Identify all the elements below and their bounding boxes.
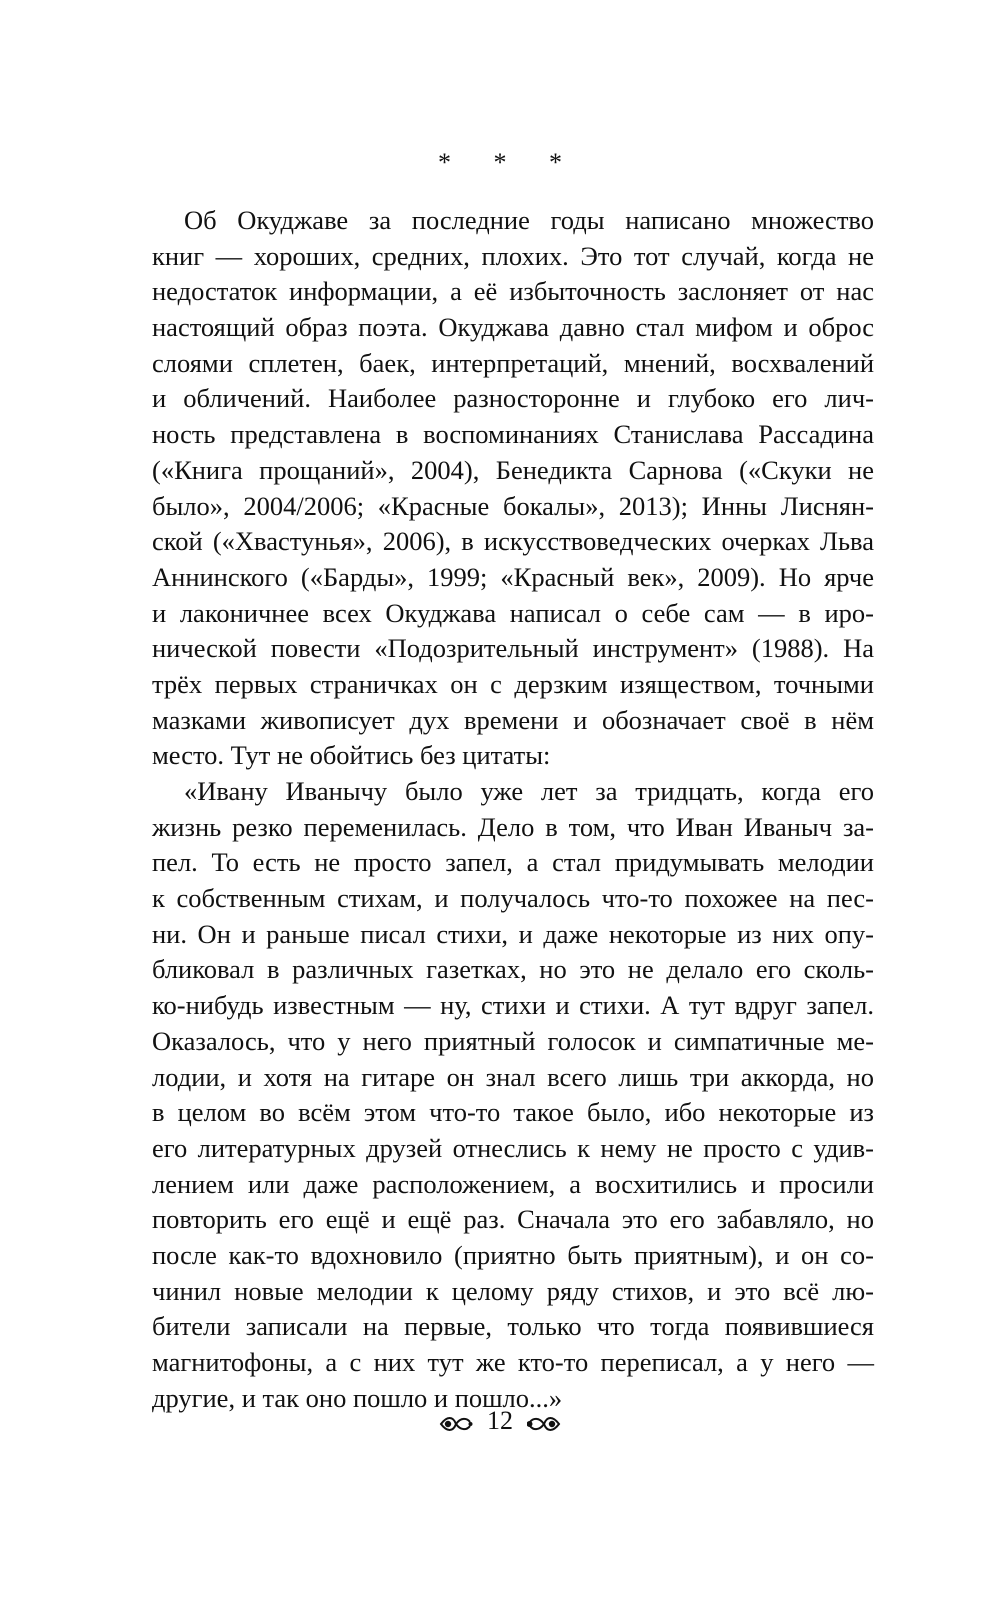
- text-line: к собственным стихам, и получалось что-то похожее на пес-: [152, 883, 874, 914]
- text-line: ность представлена в воспоминаниях Станислава Рассадина: [152, 419, 874, 450]
- text-line: магнитофоны, а с них тут же кто-то переписал, а у него —: [152, 1347, 874, 1377]
- text-line: лением или даже расположением, а восхитились и просили: [152, 1168, 874, 1199]
- text-line: ко-нибудь известным — ну, стихи и стихи. А тут вдруг запел.: [152, 990, 874, 1021]
- text-line: Оказалось, что у него приятный голосок и симпатичные ме-: [152, 1025, 874, 1056]
- text-line: другие, и так оно пошло и пошло...»: [152, 1382, 563, 1413]
- text-line: лодии, и хотя на гитаре он знал всего лишь три аккорда, но: [152, 1061, 874, 1092]
- text-line: нической повести «Подозрительный инструмент» (1988). На: [152, 633, 874, 664]
- text-line: «Ивану Иванычу было уже лет за тридцать, когда его: [184, 776, 874, 806]
- body-text: [152, 203, 874, 1416]
- text-line: ской («Хвастунья», 2006), в искусствоведческих очерках Льва: [152, 526, 874, 557]
- text-line: бликовал в различных газетках, но это не делало его сколь-: [152, 954, 874, 985]
- text-line: недостаток информации, а её избыточность заслоняет от нас: [152, 276, 874, 307]
- text-line: Аннинского («Барды», 1999; «Красный век», 2009). Но ярче: [152, 561, 874, 592]
- text-line: ни. Он и раньше писал стихи, и даже некоторые из них опу-: [152, 918, 874, 949]
- section-separator: * * *: [438, 148, 580, 177]
- text-line: Об Окуджаве за последние годы написано множество: [184, 205, 874, 235]
- text-line: было», 2004/2006; «Красные бокалы», 2013); Инны Лиснян-: [152, 490, 874, 521]
- text-line: пел. То есть не просто запел, а стал придумывать мелодии: [152, 847, 874, 878]
- text-line: настоящий образ поэта. Окуджава давно стал мифом и оброс: [152, 312, 874, 343]
- text-line: чинил новые мелодии к целому ряду стихов, и это всё лю-: [152, 1275, 874, 1306]
- text-line: и обличений. Наиболее разносторонне и глубоко его лич-: [152, 383, 874, 414]
- page-number: 12: [487, 1406, 513, 1436]
- text-line: место. Тут не обойтись без цитаты:: [152, 740, 551, 771]
- text-line: после как-то вдохновило (приятно быть приятным), и он со-: [152, 1239, 874, 1270]
- text-line: трёх первых страничках он с дерзким изяществом, точными: [152, 668, 874, 699]
- text-line: повторить его ещё и ещё раз. Сначала это его забавляло, но: [152, 1204, 874, 1235]
- text-line: в целом во всём этом что-то такое было, ибо некоторые из: [152, 1097, 874, 1128]
- text-line: и лаконичнее всех Окуджава написал о себе сам — в иро-: [152, 597, 874, 628]
- text-line: книг — хороших, средних, плохих. Это тот случай, когда не: [152, 240, 874, 271]
- page-footer: [0, 1402, 1000, 1438]
- text-line: мазками живописует дух времени и обозначает своё в нём: [152, 704, 874, 735]
- text-line: его литературных друзей отнеслись к нему не просто с удив-: [152, 1132, 874, 1163]
- ornament-left-icon: [439, 1410, 473, 1432]
- text-line: слоями сплетен, баек, интерпретаций, мнений, восхвалений: [152, 347, 874, 378]
- ornament-right-icon: [527, 1410, 561, 1432]
- text-line: бители записали на первые, только что тогда появившиеся: [152, 1311, 874, 1342]
- text-line: («Книга прощаний», 2004), Бенедикта Сарнова («Скуки не: [152, 454, 874, 485]
- text-line: жизнь резко переменилась. Дело в том, что Иван Иваныч за-: [152, 811, 874, 842]
